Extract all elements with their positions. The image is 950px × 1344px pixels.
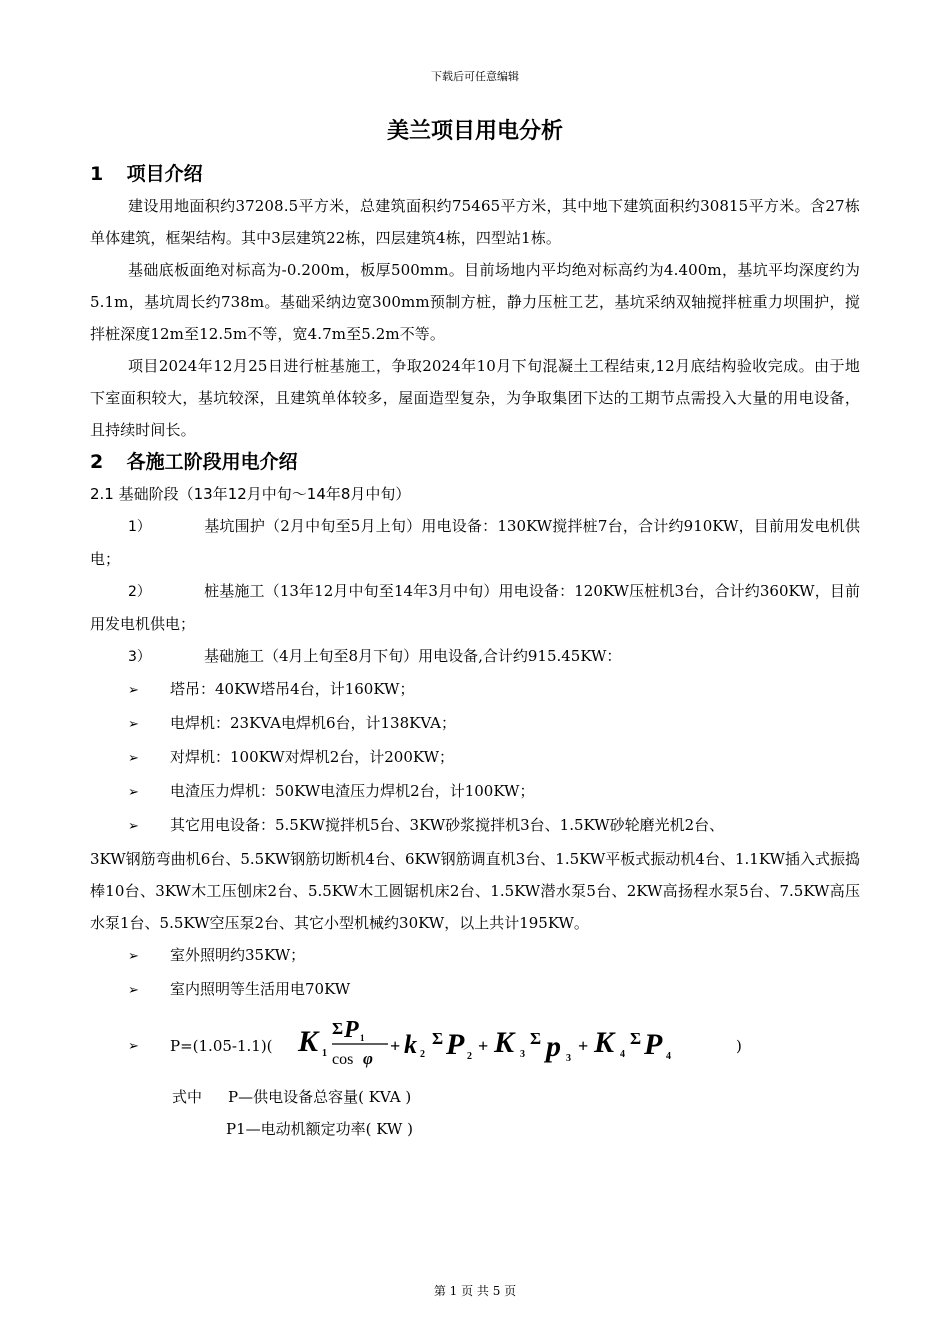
arrow-bullet-icon: ➢ — [128, 819, 139, 834]
step-item — [90, 510, 860, 575]
svg-text:+: + — [390, 1036, 401, 1056]
definition-label: 式中 — [172, 1088, 203, 1106]
section-2-number: 2 — [90, 451, 104, 473]
arrow-bullet-icon: ➢ — [128, 1039, 139, 1054]
svg-text:Σ: Σ — [530, 1029, 542, 1048]
svg-text:k: k — [404, 1030, 417, 1059]
svg-text:1: 1 — [360, 1033, 365, 1043]
step-item — [90, 575, 860, 640]
svg-text:P: P — [644, 1028, 663, 1061]
svg-text:3: 3 — [520, 1049, 525, 1060]
svg-text:P: P — [446, 1028, 465, 1061]
arrow-bullet-icon: ➢ — [128, 751, 139, 766]
bullet-continuation: 3KW钢筋弯曲机6台、5.5KW钢筋切断机4台、6KW钢筋调直机3台、1.5KW平板式振动机4台、1.1KW插入式振捣棒10台、3KW木工压刨床2台、5.5KW木工圆锯机床2台、1.5KW潜水泵5台、2KW高扬程水泵5台、7.5KW高压水泵1台、5.5KW空压泵2台、其它小型机械约30KW，以上共计195KW。 — [90, 850, 860, 932]
section-1-title: 项目介绍 — [126, 163, 203, 185]
svg-text:K: K — [298, 1025, 319, 1058]
bullet-item — [90, 973, 860, 1007]
paragraph-3: 项目2024年12月25日进行桩基施工，争取2024年10月下旬混凝土工程结束,12月底结构验收完成。由于地下室面积较大，基坑较深，且建筑单体较多，屋面造型复杂，为争取集团下达的工期节点需投入大量的用电设备，且持续时间长。 — [90, 357, 860, 439]
section-2-title: 各施工阶段用电介绍 — [126, 451, 298, 473]
section-2-heading — [90, 446, 860, 478]
paragraph-2: 基础底板面绝对标高为-0.200m，板厚500mm。目前场地内平均绝对标高约为4.400m，基坑平均深度约为5.1m，基坑周长约738m。基础采纳边宽300mm预制方桩，静力压桩工艺，基坑采纳双轴搅拌桩重力坝围护，搅拌桩深度12m至12.5m不等，宽4.7m至5.2m不等。 — [90, 261, 860, 343]
bullet-item — [90, 809, 860, 843]
page-title: 美兰项目用电分析 — [386, 119, 563, 144]
svg-text:Σ: Σ — [630, 1029, 642, 1048]
page-footer: 第 1 页 共 5 页 — [433, 1284, 517, 1298]
document-body — [90, 158, 860, 1145]
definition-line — [90, 1113, 860, 1145]
svg-text:cos: cos — [332, 1051, 354, 1068]
arrow-bullet-icon: ➢ — [128, 949, 139, 964]
svg-text:p: p — [546, 1030, 561, 1063]
svg-text:K: K — [494, 1026, 515, 1059]
formula-prefix: P=(1.05-1.1)( — [170, 1037, 273, 1055]
bullet-text: 电渣压力焊机：50KW电渣压力焊机2台，计100KW； — [170, 782, 535, 800]
arrow-bullet-icon: ➢ — [128, 683, 139, 698]
bullet-text: 其它用电设备：5.5KW搅拌机5台、3KW砂浆搅拌机3台、1.5KW砂轮磨光机2台、 — [170, 816, 725, 834]
bullet-text: 室外照明约35KW； — [170, 946, 306, 964]
formula-row — [90, 1007, 860, 1081]
step-index: 3） — [128, 649, 151, 665]
svg-text:4: 4 — [666, 1051, 671, 1062]
section-1-heading — [90, 158, 860, 190]
arrow-bullet-icon: ➢ — [128, 717, 139, 732]
definition-text: P—供电设备总容量( KVA ) — [228, 1088, 412, 1106]
svg-text:+: + — [578, 1036, 589, 1056]
formula-suffix: ) — [736, 1037, 742, 1055]
svg-text:Σ: Σ — [432, 1029, 444, 1048]
svg-text:2: 2 — [420, 1049, 425, 1060]
power-formula-image — [292, 1007, 732, 1081]
paragraph-1: 建设用地面积约37208.5平方米，总建筑面积约75465平方米，其中地下建筑面积约30815平方米。含27栋单体建筑，框架结构。其中3层建筑22栋，四层建筑4栋，四型站1栋。 — [90, 197, 860, 247]
bullet-text: 塔吊：40KW塔吊4台，计160KW； — [170, 680, 415, 698]
bullet-item — [90, 673, 860, 707]
step-item — [90, 640, 860, 673]
definition-line — [90, 1081, 860, 1113]
section-1-number: 1 — [90, 163, 104, 185]
step-text: 桩基施工（13年12月中旬至14年3月中旬）用电设备：120KW压桩机3台，合计约360KW，目前用发电机供电； — [90, 582, 860, 633]
svg-text:+: + — [478, 1036, 489, 1056]
svg-text:3: 3 — [566, 1053, 571, 1064]
step-text: 基坑围护（2月中旬至5月上旬）用电设备：130KW搅拌桩7台，合计约910KW，目前用发电机供电； — [90, 517, 860, 568]
svg-text:φ: φ — [363, 1049, 373, 1068]
svg-text:2: 2 — [467, 1051, 472, 1062]
bullet-text: 对焊机：100KW对焊机2台，计200KW； — [170, 748, 454, 766]
bullet-item — [90, 707, 860, 741]
step-index: 2） — [128, 584, 151, 600]
svg-text:P: P — [344, 1017, 359, 1043]
svg-text:1: 1 — [322, 1048, 327, 1059]
svg-text:K: K — [594, 1026, 615, 1059]
header-note: 下载后可任意编辑 — [431, 70, 519, 83]
bullet-item — [90, 775, 860, 809]
bullet-text: 电焊机：23KVA电焊机6台，计138KVA； — [170, 714, 456, 732]
step-text: 基础施工（4月上旬至8月下旬）用电设备,合计约915.45KW： — [204, 647, 622, 665]
bullet-item — [90, 741, 860, 775]
subsection-2-1-heading: 2.1 基础阶段（13年12月中旬～14年8月中旬） — [90, 485, 411, 503]
svg-text:4: 4 — [620, 1049, 625, 1060]
arrow-bullet-icon: ➢ — [128, 785, 139, 800]
bullet-text: 室内照明等生活用电70KW — [170, 980, 351, 998]
bullet-item — [90, 939, 860, 973]
svg-text:Σ: Σ — [332, 1019, 344, 1038]
arrow-bullet-icon: ➢ — [128, 983, 139, 998]
step-index: 1） — [128, 519, 151, 535]
definition-text: P1—电动机额定功率( KW ) — [226, 1120, 413, 1138]
